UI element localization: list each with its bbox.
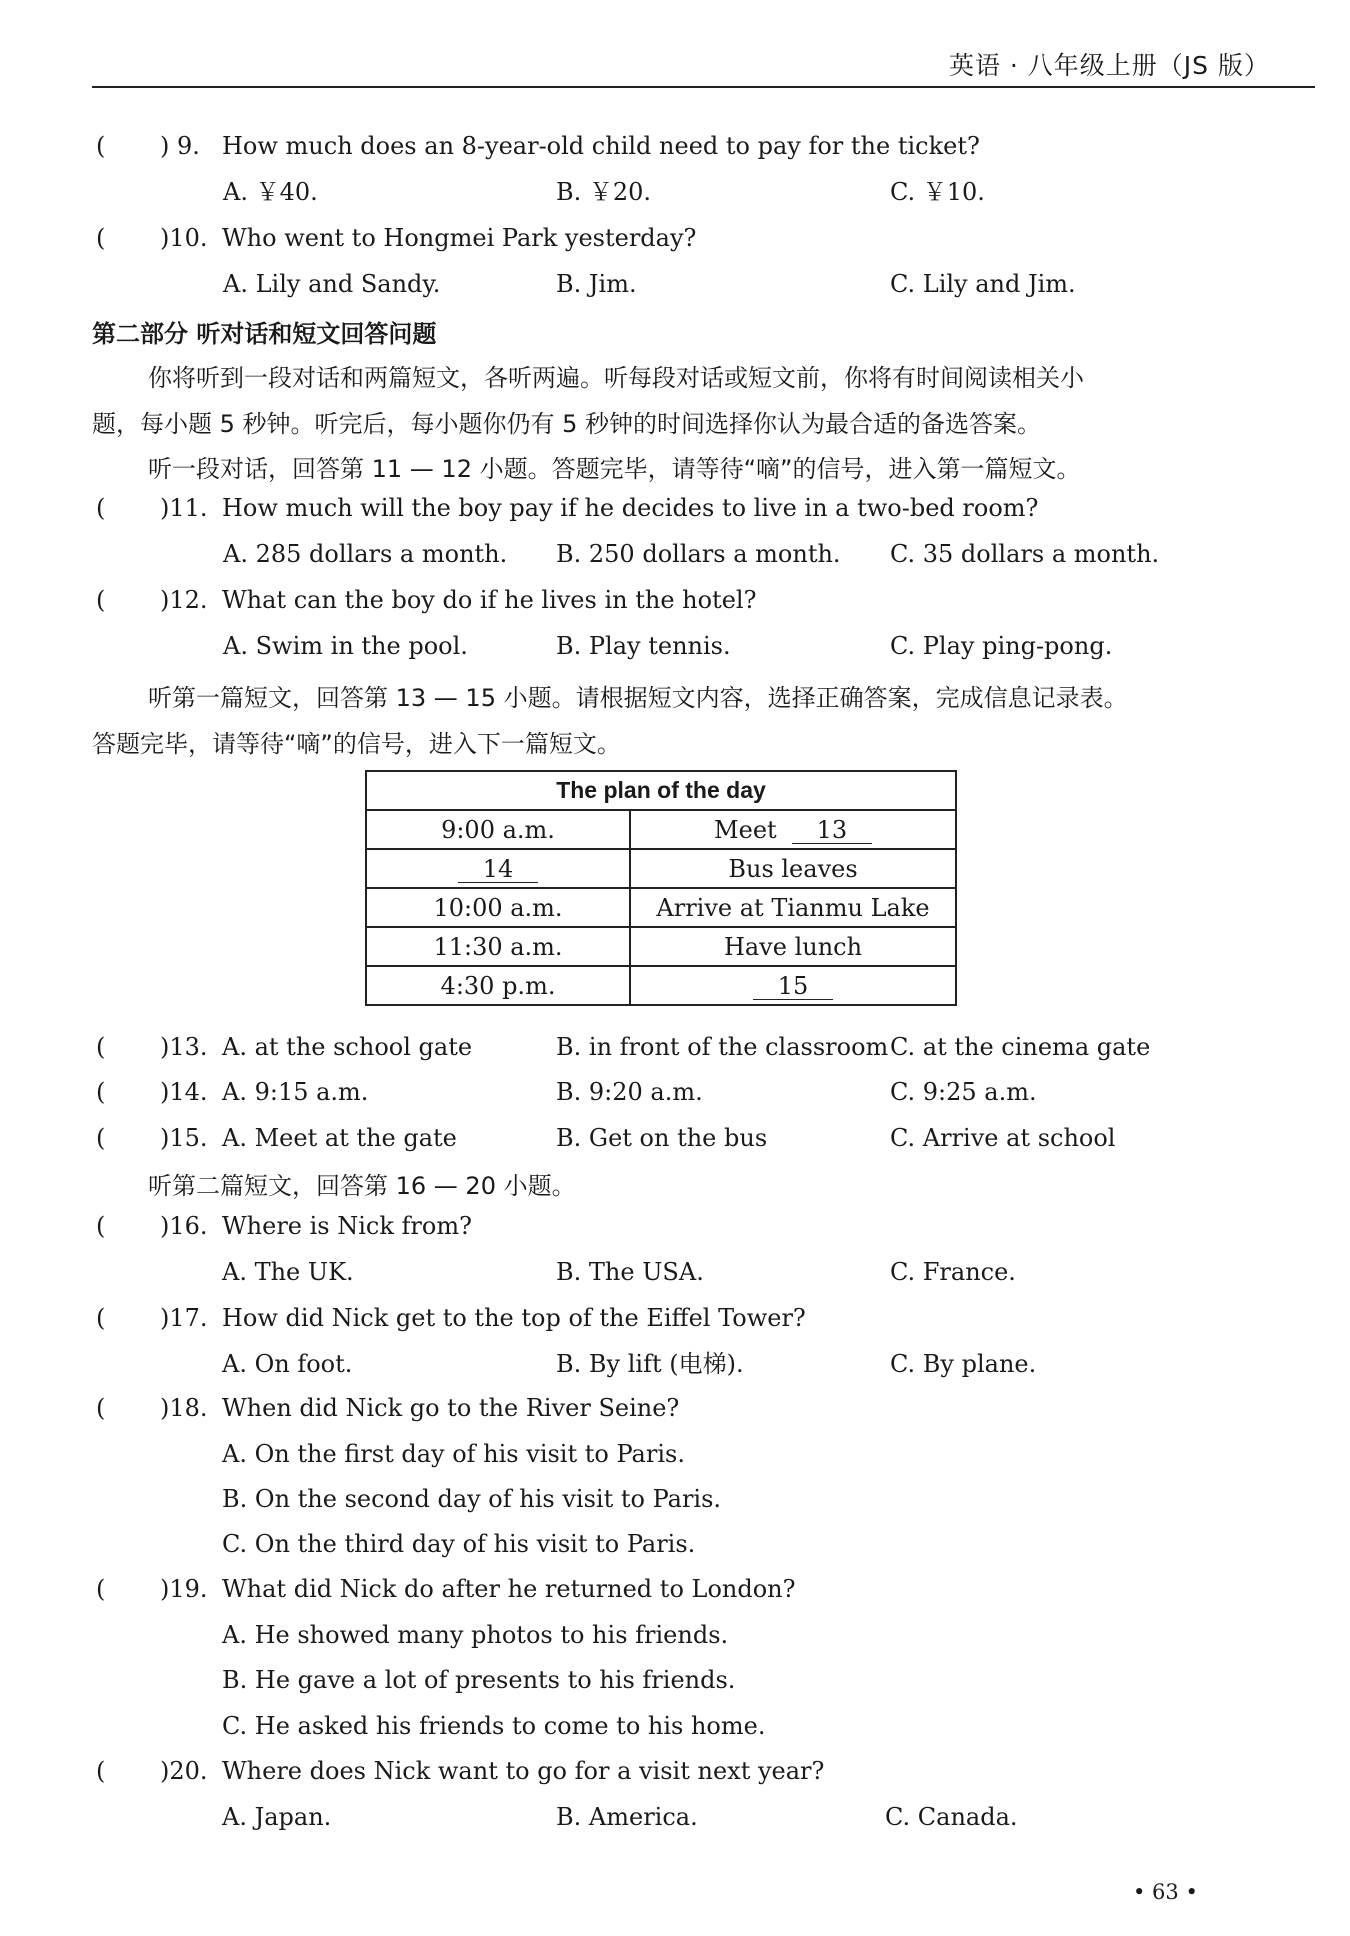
time-cell: 4:30 p.m. <box>366 966 630 1005</box>
passage1-instruction-line2: 答题完毕，请等待“嘀”的信号，进入下一篇短文。 <box>92 730 621 758</box>
question-number: )15. <box>160 1124 208 1152</box>
option-a: A. On the first day of his visit to Paris. <box>222 1440 685 1468</box>
answer-paren[interactable]: ( <box>96 1212 106 1240</box>
question-number: )10. <box>160 224 208 252</box>
option-b: B. Play tennis. <box>556 632 731 660</box>
passage2-instruction: 听第二篇短文，回答第 16 — 20 小题。 <box>148 1172 576 1200</box>
question-number: )20. <box>160 1757 208 1785</box>
plan-table-title: The plan of the day <box>366 771 956 810</box>
answer-paren[interactable]: ( <box>96 224 106 252</box>
question-number: )13. <box>160 1033 208 1061</box>
question-text: Where is Nick from? <box>222 1212 472 1240</box>
answer-blank-14[interactable]: 14 <box>458 856 538 883</box>
option-c: C. By plane. <box>890 1350 1037 1378</box>
time-cell: 9:00 a.m. <box>366 810 630 849</box>
option-a: A. Swim in the pool. <box>223 632 468 660</box>
question-text: When did Nick go to the River Seine? <box>222 1394 680 1422</box>
table-row <box>366 849 956 888</box>
page-number: • 63 • <box>1133 1880 1198 1904</box>
option-b: B. Get on the bus <box>556 1124 768 1152</box>
option-c: C. 35 dollars a month. <box>890 540 1160 568</box>
option-c: C. He asked his friends to come to his home. <box>222 1712 766 1740</box>
question-text: How much does an 8-year-old child need to pay for the ticket? <box>222 132 980 160</box>
option-a: A. at the school gate <box>222 1033 473 1061</box>
table-row <box>366 966 956 1005</box>
option-a: A. 285 dollars a month. <box>223 540 508 568</box>
option-c: C. Play ping-pong. <box>890 632 1113 660</box>
question-number: )14. <box>160 1078 208 1106</box>
option-b: B. The USA. <box>556 1258 704 1286</box>
question-number: )18. <box>160 1394 208 1422</box>
answer-paren[interactable]: ( <box>96 1124 106 1152</box>
time-cell: 11:30 a.m. <box>366 927 630 966</box>
option-a: A. Meet at the gate <box>222 1124 457 1152</box>
page-header-title: 英语 · 八年级上册（JS 版） <box>948 51 1270 80</box>
answer-paren[interactable]: ( <box>96 1394 106 1422</box>
section-intro-line1: 你将听到一段对话和两篇短文，各听两遍。听每段对话或短文前，你将有时间阅读相关小 <box>148 364 1084 392</box>
answer-paren[interactable]: ( <box>96 1033 106 1061</box>
passage1-instruction-line1: 听第一篇短文，回答第 13 — 15 小题。请根据短文内容，选择正确答案，完成信息记录表。 <box>148 684 1128 712</box>
option-b: B. in front of the classroom <box>556 1033 889 1061</box>
table-row <box>366 888 956 927</box>
option-c: C. ￥10. <box>890 178 985 206</box>
question-number: )16. <box>160 1212 208 1240</box>
option-b: B. 250 dollars a month. <box>556 540 841 568</box>
event-cell: Bus leaves <box>630 849 956 888</box>
option-b: B. Jim. <box>556 270 637 298</box>
option-a: A. On foot. <box>222 1350 353 1378</box>
event-cell: Have lunch <box>630 927 956 966</box>
dialog-instruction: 听一段对话，回答第 11 — 12 小题。答题完毕，请等待“嘀”的信号，进入第一篇短文。 <box>148 455 1081 483</box>
option-b: B. ￥20. <box>556 178 652 206</box>
option-c: C. Lily and Jim. <box>890 270 1076 298</box>
option-b: B. By lift (电梯). <box>556 1350 744 1378</box>
option-c: C. Arrive at school <box>890 1124 1116 1152</box>
option-a: A. ￥40. <box>223 178 318 206</box>
table-row <box>366 927 956 966</box>
question-number: )11. <box>160 494 208 522</box>
question-number: )12. <box>160 586 208 614</box>
answer-paren[interactable]: ( <box>96 132 106 160</box>
option-b: B. He gave a lot of presents to his friends. <box>222 1666 736 1694</box>
answer-paren[interactable]: ( <box>96 1757 106 1785</box>
answer-paren[interactable]: ( <box>96 1304 106 1332</box>
time-cell <box>366 849 630 888</box>
event-cell <box>630 966 956 1005</box>
option-b: B. On the second day of his visit to Paris. <box>222 1485 722 1513</box>
answer-paren[interactable]: ( <box>96 586 106 614</box>
question-number: )19. <box>160 1575 208 1603</box>
answer-paren[interactable]: ( <box>96 1078 106 1106</box>
option-c: C. France. <box>890 1258 1016 1286</box>
question-text: What can the boy do if he lives in the hotel? <box>222 586 757 614</box>
table-row <box>366 810 956 849</box>
question-text: How much will the boy pay if he decides to live in a two-bed room? <box>222 494 1039 522</box>
option-c: C. 9:25 a.m. <box>890 1078 1037 1106</box>
answer-blank-13[interactable]: 13 <box>792 817 872 844</box>
option-c: C. Canada. <box>885 1803 1018 1831</box>
event-cell <box>630 810 956 849</box>
option-a: A. He showed many photos to his friends. <box>222 1621 729 1649</box>
question-text: Who went to Hongmei Park yesterday? <box>222 224 697 252</box>
answer-paren[interactable]: ( <box>96 494 106 522</box>
option-b: B. America. <box>556 1803 698 1831</box>
event-text: Meet <box>714 815 777 844</box>
option-a: A. Japan. <box>222 1803 332 1831</box>
option-a: A. 9:15 a.m. <box>222 1078 369 1106</box>
question-text: What did Nick do after he returned to London? <box>222 1575 796 1603</box>
answer-blank-15[interactable]: 15 <box>753 973 833 1000</box>
answer-paren[interactable]: ( <box>96 1575 106 1603</box>
section-title: 第二部分 听对话和短文回答问题 <box>92 320 437 348</box>
question-text: How did Nick get to the top of the Eiffel Tower? <box>222 1304 806 1332</box>
option-c: C. On the third day of his visit to Paris. <box>222 1530 696 1558</box>
header-divider <box>92 86 1315 88</box>
plan-table <box>365 770 957 1006</box>
time-cell: 10:00 a.m. <box>366 888 630 927</box>
question-number: )17. <box>160 1304 208 1332</box>
event-cell: Arrive at Tianmu Lake <box>630 888 956 927</box>
option-a: A. The UK. <box>222 1258 354 1286</box>
option-b: B. 9:20 a.m. <box>556 1078 703 1106</box>
option-c: C. at the cinema gate <box>890 1033 1151 1061</box>
section-intro-line2: 题，每小题 5 秒钟。听完后，每小题你仍有 5 秒钟的时间选择你认为最合适的备选答案。 <box>92 410 1042 438</box>
question-text: Where does Nick want to go for a visit next year? <box>222 1757 825 1785</box>
question-number: ) 9. <box>160 132 200 160</box>
option-a: A. Lily and Sandy. <box>223 270 441 298</box>
